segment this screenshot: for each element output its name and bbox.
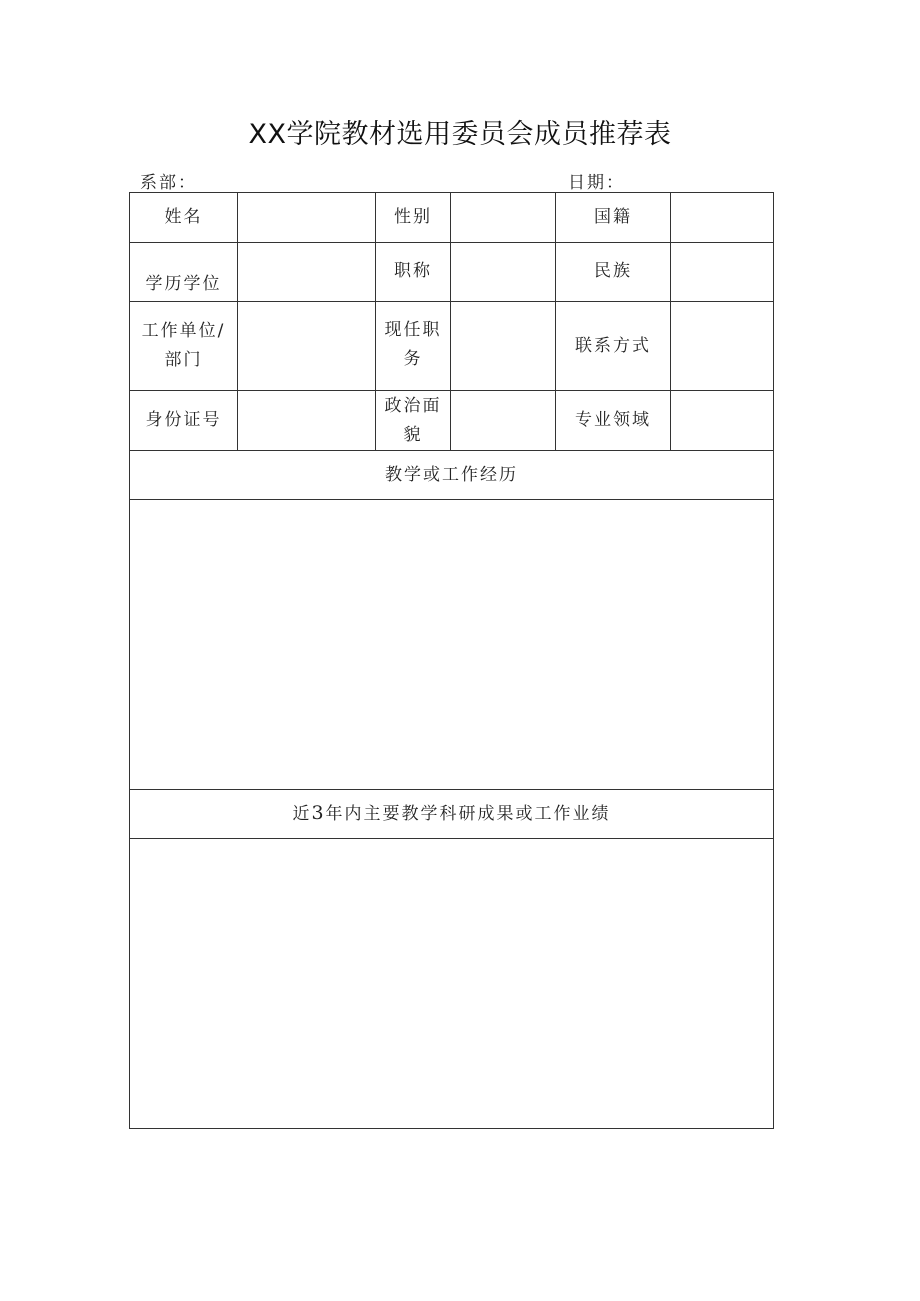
political-label bbox=[376, 391, 451, 451]
achievements-input-area[interactable] bbox=[130, 839, 774, 1129]
position-input-cell[interactable] bbox=[451, 302, 556, 391]
specialty-input-cell[interactable] bbox=[671, 391, 774, 451]
position-label-line1: 现任职 bbox=[384, 320, 442, 340]
experience-section-header: 教学或工作经历 bbox=[130, 451, 774, 500]
page-title: XX学院教材选用委员会成员推荐表 bbox=[248, 119, 672, 150]
position-label-line2: 务 bbox=[403, 349, 423, 369]
nationality-input-cell[interactable] bbox=[671, 193, 774, 243]
work-unit-label-line1: 工作单位/ bbox=[141, 321, 226, 341]
table-row bbox=[130, 243, 774, 302]
contact-label: 联系方式 bbox=[556, 302, 671, 391]
recommendation-form-table bbox=[129, 192, 774, 1129]
table-row bbox=[130, 790, 774, 839]
table-row bbox=[130, 302, 774, 391]
achievements-prefix: 近 bbox=[292, 804, 312, 824]
work-unit-input-cell[interactable] bbox=[238, 302, 376, 391]
specialty-label: 专业领域 bbox=[556, 391, 671, 451]
gender-input-cell[interactable] bbox=[451, 193, 556, 243]
ethnicity-input-cell[interactable] bbox=[671, 243, 774, 302]
department-label: 系部： bbox=[140, 173, 197, 193]
table-row bbox=[130, 451, 774, 500]
political-label-line1: 政治面 bbox=[384, 395, 442, 416]
table-row bbox=[130, 500, 774, 790]
experience-input-area[interactable] bbox=[130, 500, 774, 790]
table-row bbox=[130, 193, 774, 243]
achievements-suffix: 年内主要教学科研成果或工作业绩 bbox=[325, 804, 611, 824]
work-unit-label-line2: 部门 bbox=[164, 350, 203, 370]
id-number-label: 身份证号 bbox=[130, 391, 238, 451]
id-number-input-cell[interactable] bbox=[238, 391, 376, 451]
political-input-cell[interactable] bbox=[451, 391, 556, 451]
contact-input-cell[interactable] bbox=[671, 302, 774, 391]
position-label bbox=[376, 302, 451, 391]
education-input-cell[interactable] bbox=[238, 243, 376, 302]
achievements-section-header bbox=[130, 790, 774, 839]
title-rank-input-cell[interactable] bbox=[451, 243, 556, 302]
name-input-cell[interactable] bbox=[238, 193, 376, 243]
table-row bbox=[130, 391, 774, 451]
nationality-label: 国籍 bbox=[556, 193, 671, 243]
achievements-number: 3 bbox=[311, 802, 326, 824]
table-row bbox=[130, 839, 774, 1129]
ethnicity-label: 民族 bbox=[556, 243, 671, 302]
work-unit-label bbox=[130, 302, 238, 391]
political-label-line2: 貌 bbox=[403, 424, 423, 445]
date-label: 日期： bbox=[568, 173, 625, 193]
name-label: 姓名 bbox=[130, 193, 238, 243]
title-rank-label: 职称 bbox=[376, 243, 451, 302]
gender-label: 性别 bbox=[376, 193, 451, 243]
education-label: 学历学位 bbox=[130, 243, 238, 302]
